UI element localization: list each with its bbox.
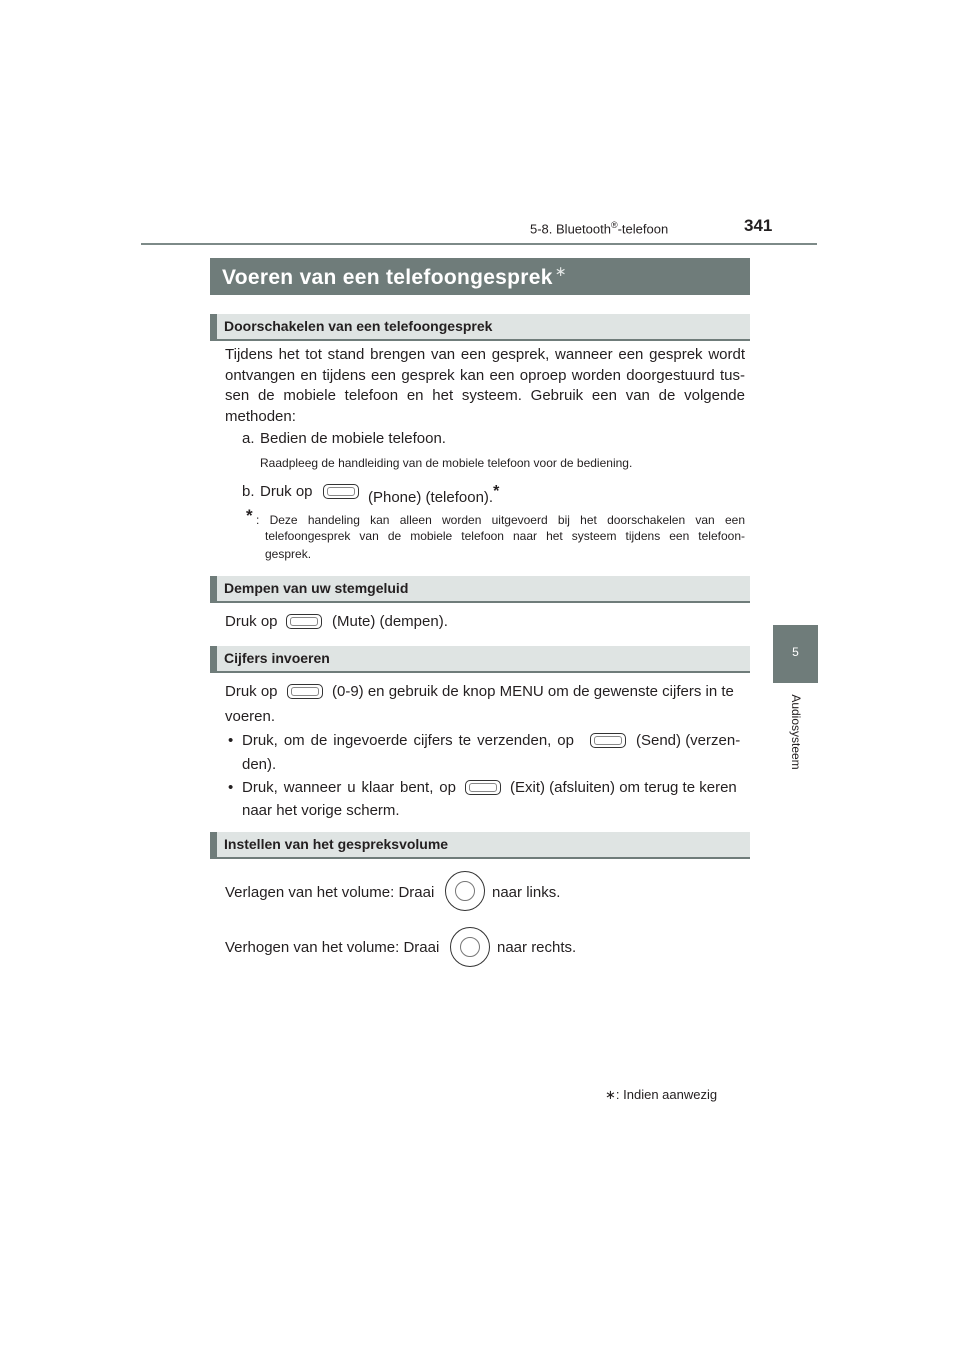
volume-up-before: Verhogen van het volume: Draai [225,939,440,956]
transfer-paragraph [225,345,745,427]
bullet-1: • [228,732,234,749]
transfer-line-3: sen de mobiele telefoon en het systeem. Gebruik een van de volgende [225,387,745,404]
section-prefix: 5-8. Bluetooth [530,221,611,237]
optional-marker: ∗ [554,263,567,279]
volume-down-before: Verlagen van het volume: Draai [225,884,435,901]
mute-after: (Mute) (dempen). [332,613,448,630]
note-marker: * [246,506,253,525]
registered-mark: ® [610,220,618,230]
exit-switch-icon [465,780,501,795]
footnote [605,1087,717,1103]
bullet-2-line2: naar het vorige scherm. [242,802,400,819]
bullet-1-before: Druk, om de ingevoerde cijfers te verzenden, op [242,732,574,749]
footnote-marker: ∗ [605,1087,616,1102]
digits-switch-icon [287,684,323,699]
main-title-text: Voeren van een telefoongesprek ∗ [222,263,567,289]
transfer-line-2: ontvangen en tijdens een gesprek kan een oproep worden doorgestuurd tus- [225,366,745,384]
transfer-line-1: Tijdens het tot stand brengen van een gesprek, wanneer een gesprek wordt [225,346,745,363]
rotary-knob-icon [445,871,485,911]
section-heading-volume: Instellen van het gespreksvolume [210,832,750,859]
chapter-label: Audiosysteem [789,694,803,770]
page-number: 341 [744,216,773,235]
bullet-1-after: (Send) (verzen- [636,732,741,749]
phone-switch-icon [323,484,359,499]
footnote-text: : Indien aanwezig [615,1087,718,1102]
bullet-1-line2: den). [242,756,277,773]
item-a-note: Raadpleeg de handleiding van de mobiele telefoon voor de bediening. [260,456,633,470]
item-b-before: Druk op [260,483,313,500]
mute-switch-icon [286,614,322,629]
section-path [530,220,668,236]
item-b-marker: * [493,483,500,500]
chapter-number: 5 [792,645,799,659]
digits-line1-before: Druk op [225,683,278,700]
chapter-tab [773,625,818,683]
note-line-1: : Deze handeling kan alleen worden uitgevoerd bij het doorschakelen van een [256,513,745,527]
send-switch-icon [590,733,626,748]
item-b-after: (Phone) (telefoon).* [368,483,500,506]
section-heading-mute: Dempen van uw stemgeluid [210,576,750,603]
section-heading-transfer: Doorschakelen van een telefoongesprek [210,314,750,341]
digits-line2: voeren. [225,708,276,725]
mute-before: Druk op [225,613,278,630]
bullet-2: • [228,779,234,796]
rotary-knob-icon-2 [450,927,490,967]
digits-line1-after: (0-9) en gebruik de knop MENU om de gewenste cijfers in te [332,683,734,700]
note-line-2: telefoongesprek van de mobiele telefoon naar het systeem tijdens een telefoon- [265,529,745,543]
bullet-2-after: (Exit) (afsluiten) om terug te keren [510,779,737,796]
item-a-text: Bedien de mobiele telefoon. [260,430,446,447]
transfer-line-4: methoden: [225,407,296,425]
item-b-label: b. [242,483,255,500]
item-a-label: a. [242,430,255,447]
bullet-2-before: Druk, wanneer u klaar bent, op [242,779,456,796]
section-heading-digits: Cijfers invoeren [210,646,750,673]
header-rule [141,243,817,245]
volume-up-after: naar rechts. [497,939,577,956]
section-suffix: -telefoon [617,221,669,237]
volume-down-after: naar links. [492,884,561,901]
note-line-3: gesprek. [265,547,312,561]
main-title [210,258,750,295]
